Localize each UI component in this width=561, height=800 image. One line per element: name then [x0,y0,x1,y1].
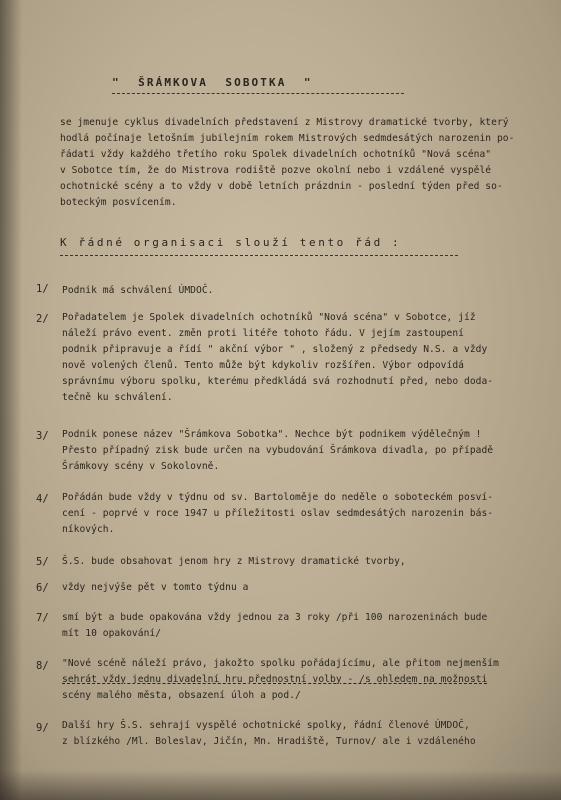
item-line: scény malého města, obsazení úloh a pod./ [62,690,301,701]
item-number: 4/ [36,493,49,505]
intro-line: boteckým posvícením. [60,197,177,208]
item-line: vždy nejvýše pět v tomto týdnu a [62,582,249,593]
page-shadow-left [0,0,22,800]
item-number: 8/ [36,660,49,672]
heading-underline [60,255,458,256]
item-line: podnik připravuje a řídí " akční výbor " , složený z předsedy N.S. a vždy [62,344,488,355]
item-line: Podnik ponese název "Šrámkova Sobotka". Nechce být podnikem výdělečným ! [62,429,482,440]
intro-line: v Sobotce tím, že do Mistrova rodiště pozve okolní nebo i vzdálené vyspělé [60,165,492,176]
title-underline [112,93,404,94]
section-heading: K řádné organisaci slouží tento řád : [60,236,402,249]
item-line: mít 10 opakování/ [62,628,162,639]
item-line: cení - poprvé v roce 1947 u příležitosti oslav sedmdesátých narozenin bás- [62,508,494,519]
item-line: náleží právo event. změn proti litéře tohoto řádu. V jejím zastoupení [62,328,464,339]
intro-line: ochotnické scény a to vždy v době letních prázdnin - poslední týden před so- [60,181,503,192]
page-shadow-bottom [0,770,561,800]
item-line: tečně ku schválení. [62,392,173,403]
item-number: 3/ [36,430,49,442]
item-number: 7/ [36,612,49,624]
item-line: Přesto případný zisk bude určen na vybudování Šrámkova divadla, po případě [62,445,494,456]
item-number: 1/ [36,283,49,295]
item-line: níkových. [62,524,115,535]
item-line: nově volených členů. Tento může být kdykoliv rozšířen. Výbor odpovídá [62,360,464,371]
item-line: smí být a bude opakována vždy jednou za 3 roky /při 100 narozeninách bude [62,612,488,623]
item-number: 5/ [36,556,49,568]
intro-line: řádati vždy každého třetího roku Spolek divadelních ochotníků "Nová scéna" [60,149,492,160]
item-line: "Nové scéně náleží právo, jakožto spolku pořádajícímu, ale přitom nejmenším [62,658,499,669]
item-line: z blízkého /Ml. Boleslav, Jičín, Mn. Hradiště, Turnov/ ale i vzdáleného [62,736,476,747]
intro-line: hodlá počínaje letošním jubilejním rokem Mistrových sedmdesátých narozenin po- [60,133,515,144]
item-line: Pořadatelem je Spolek divadelních ochotníků "Nová scéna" v Sobotce, jíž [62,312,476,323]
item-line: Šrámkovy scény v Sokolovně. [62,461,220,472]
document-title: " ŠRÁMKOVA SOBOTKA " [112,76,313,89]
item-line: Podnik má schválení ÚMDOČ. [62,285,214,296]
item-line: Další hry Š.S. sehrají vyspělé ochotnické spolky, řádní členové ÚMDOČ, [62,720,470,731]
item-line: správnímu výboru spolku, kterému předkládá svá rozhodnutí před, nebo doda- [62,376,494,387]
item-line: Pořádán bude vždy v týdnu od sv. Bartoloměje do neděle o soboteckém posví- [62,492,494,503]
item-line-underlined: sehrát vždy jednu divadelní hru přednostní volby - /s ohledem na možnosti [62,674,488,685]
item-line: Š.S. bude obsahovat jenom hry z Mistrovy dramatické tvorby, [62,556,406,567]
item-number: 9/ [36,722,49,734]
item-number: 2/ [36,313,49,325]
item-number: 6/ [36,582,49,594]
intro-line: se jmenuje cyklus divadelních představení z Mistrovy dramatické tvorby, který [60,117,509,128]
